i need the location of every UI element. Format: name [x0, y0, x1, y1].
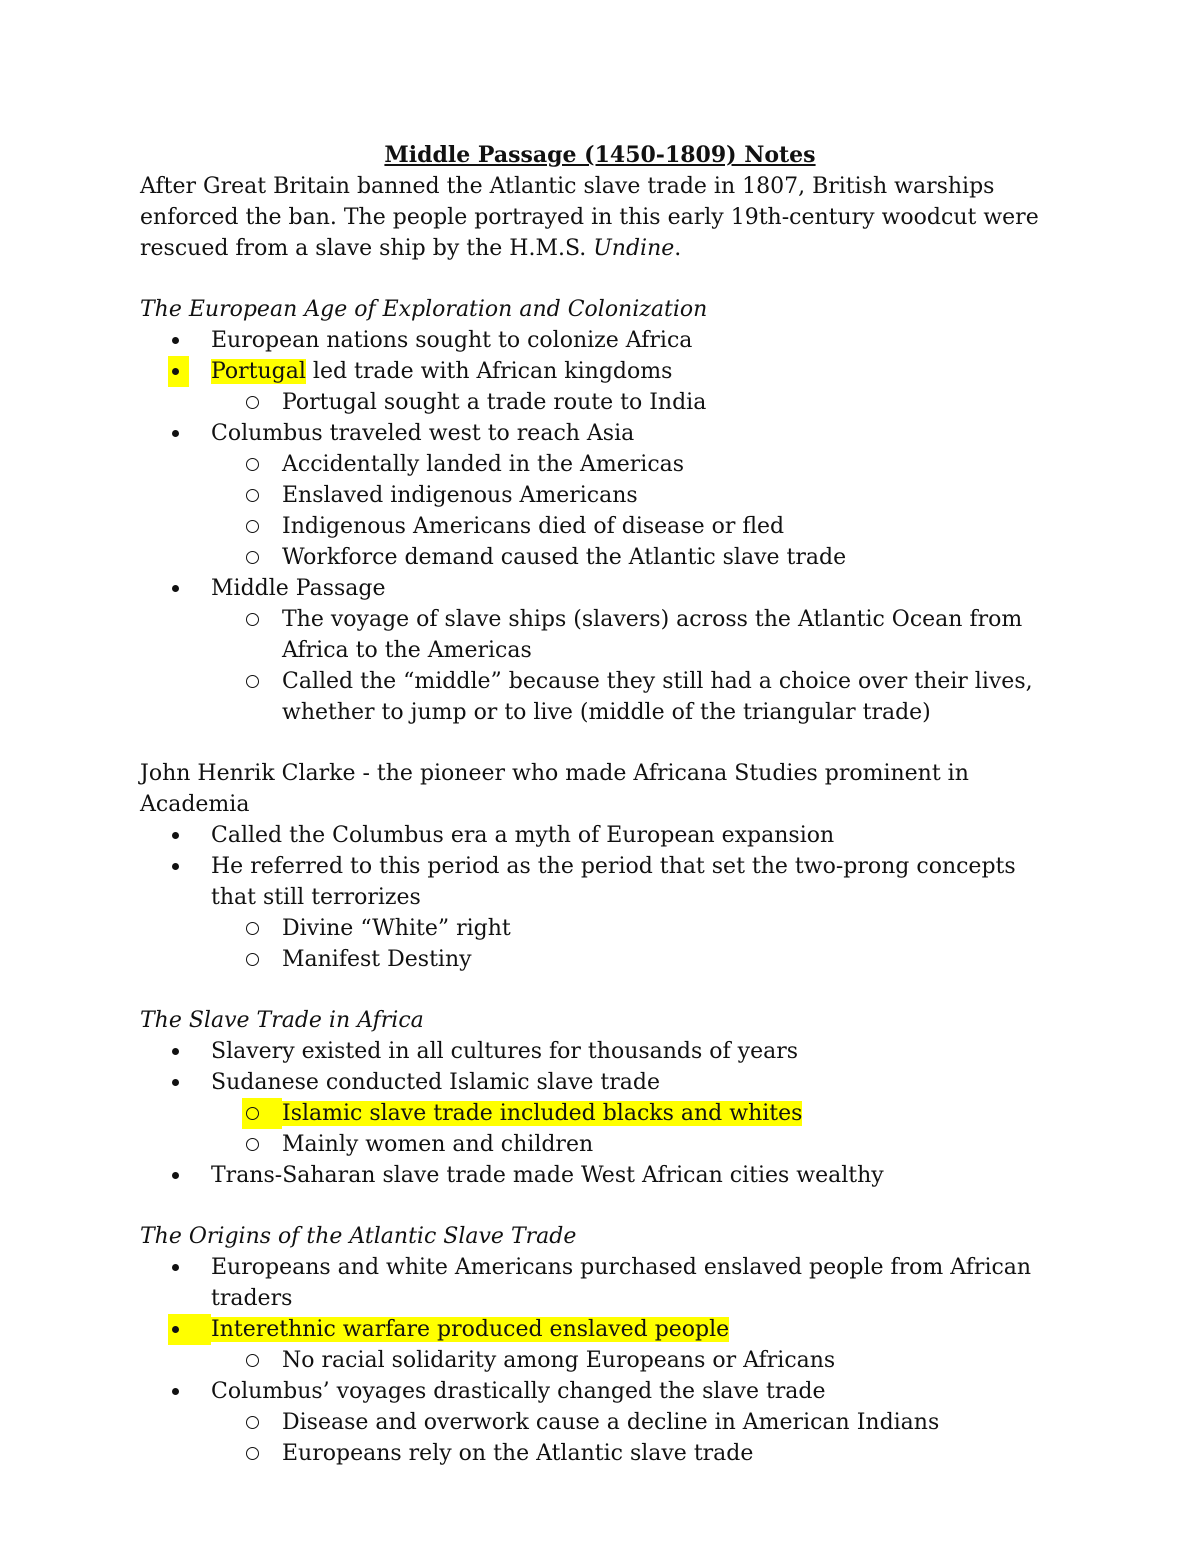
- circle-bullet-icon: [246, 604, 259, 635]
- list-item: Accidentally landed in the Americas: [140, 449, 1060, 480]
- list-item: Middle Passage: [140, 573, 1060, 604]
- circle-bullet-icon: [246, 511, 259, 542]
- section-heading-africa: The Slave Trade in Africa: [140, 1008, 424, 1033]
- bullet-icon: [172, 1160, 179, 1191]
- list-item: Sudanese conducted Islamic slave trade: [140, 1067, 1060, 1098]
- bullet-icon: [172, 820, 179, 851]
- circle-bullet-icon: [246, 449, 259, 480]
- list-item: Trans-Saharan slave trade made West African cities wealthy: [140, 1160, 1060, 1191]
- document-body: [140, 140, 1060, 1469]
- bullet-icon: [172, 1067, 179, 1098]
- circle-bullet-icon: [246, 666, 259, 697]
- list-item-highlighted: Islamic slave trade included blacks and whites: [140, 1098, 1060, 1129]
- intro-paragraph: [140, 171, 1060, 264]
- list-item-highlighted: Interethnic warfare produced enslaved people: [140, 1314, 1060, 1345]
- list-item: Europeans rely on the Atlantic slave trade: [140, 1438, 1060, 1469]
- section-list-origins: [140, 1252, 1060, 1469]
- list-item: No racial solidarity among Europeans or Africans: [140, 1345, 1060, 1376]
- list-item: Disease and overwork cause a decline in American Indians: [140, 1407, 1060, 1438]
- list-item: Columbus traveled west to reach Asia: [140, 418, 1060, 449]
- bullet-icon: [172, 573, 179, 604]
- circle-bullet-icon: [246, 1345, 259, 1376]
- bullet-icon: [172, 1376, 179, 1407]
- circle-bullet-icon: [246, 1438, 259, 1469]
- section-heading-clarke: John Henrik Clarke - the pioneer who made Africana Studies prominent in Academia: [140, 761, 969, 817]
- bullet-icon: [172, 851, 179, 882]
- bullet-icon: [172, 418, 179, 449]
- circle-bullet-icon: [246, 913, 259, 944]
- list-item: Indigenous Americans died of disease or fled: [140, 511, 1060, 542]
- intro-text: After Great Britain banned the Atlantic slave trade in 1807, British warships enforced the ban. The people portrayed in this early 19th-century woodcut were rescued from a slave ship by the H.M.S.: [140, 174, 1039, 261]
- list-item: Columbus’ voyages drastically changed the slave trade: [140, 1376, 1060, 1407]
- list-item: Enslaved indigenous Americans: [140, 480, 1060, 511]
- section-heading-origins: The Origins of the Atlantic Slave Trade: [140, 1224, 577, 1249]
- bullet-icon: [172, 1252, 179, 1283]
- circle-bullet-icon: [246, 1098, 259, 1129]
- bullet-icon: [172, 325, 179, 356]
- list-item: Called the “middle” because they still had a choice over their lives, whether to jump or to live (middle of the triangular trade): [140, 666, 1060, 728]
- circle-bullet-icon: [246, 387, 259, 418]
- page-title: Middle Passage (1450-1809) Notes: [384, 142, 816, 168]
- list-item: The voyage of slave ships (slavers) across the Atlantic Ocean from Africa to the Americas: [140, 604, 1060, 666]
- bullet-icon: [172, 1036, 179, 1067]
- list-item: European nations sought to colonize Africa: [140, 325, 1060, 356]
- list-item: Called the Columbus era a myth of European expansion: [140, 820, 1060, 851]
- highlighted-text: Portugal: [211, 359, 306, 384]
- circle-bullet-icon: [246, 944, 259, 975]
- circle-bullet-icon: [246, 1129, 259, 1160]
- circle-bullet-icon: [246, 480, 259, 511]
- list-item: Europeans and white Americans purchased enslaved people from African traders: [140, 1252, 1060, 1314]
- ship-name: Undine: [593, 236, 675, 261]
- list-item: Slavery existed in all cultures for thousands of years: [140, 1036, 1060, 1067]
- bullet-icon: [172, 1314, 179, 1345]
- list-item: Portugal led trade with African kingdoms: [140, 356, 1060, 387]
- circle-bullet-icon: [246, 542, 259, 573]
- circle-bullet-icon: [246, 1407, 259, 1438]
- list-item: Divine “White” right: [140, 913, 1060, 944]
- list-item: Portugal sought a trade route to India: [140, 387, 1060, 418]
- list-item: Manifest Destiny: [140, 944, 1060, 975]
- list-item: Workforce demand caused the Atlantic slave trade: [140, 542, 1060, 573]
- section-list-africa: [140, 1036, 1060, 1191]
- list-item: Mainly women and children: [140, 1129, 1060, 1160]
- section-list-exploration: [140, 325, 1060, 728]
- intro-end: .: [674, 236, 682, 261]
- bullet-icon: [172, 356, 179, 387]
- list-item: He referred to this period as the period that set the two-prong concepts that still terrorizes: [140, 851, 1060, 913]
- section-heading-exploration: The European Age of Exploration and Colonization: [140, 297, 708, 322]
- section-list-clarke: [140, 820, 1060, 975]
